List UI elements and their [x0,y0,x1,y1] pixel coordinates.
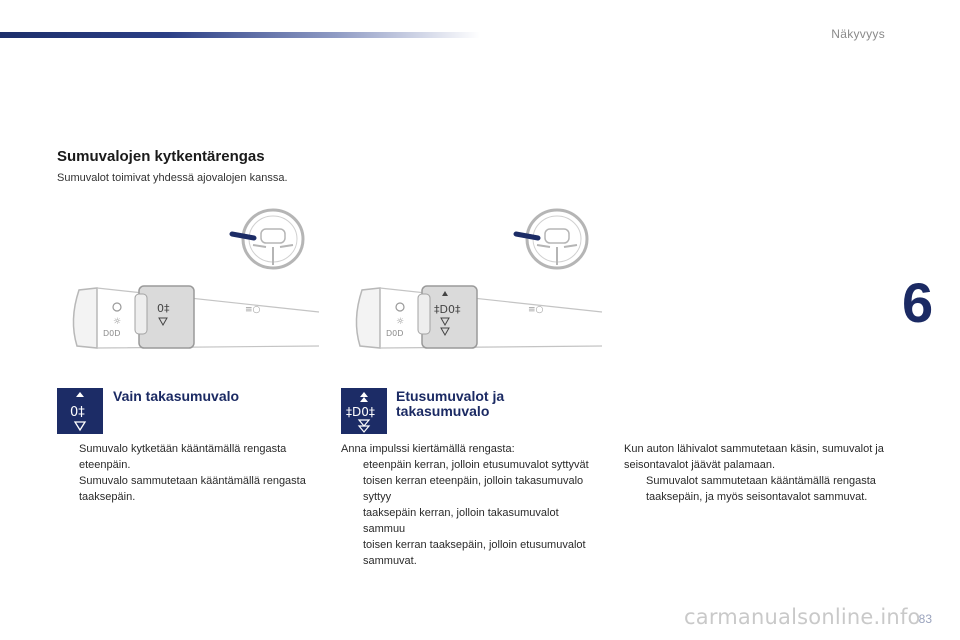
front-rear-fog-instructions [341,441,599,569]
rear-fog-icon [57,388,103,434]
note-intro: Kun auton lähivalot sammutetaan käsin, sumuvalot ja seisontavalot jäävät palamaan. [624,443,884,471]
chapter-title: Näkyvyys [831,27,885,41]
list-item: toisen kerran taaksepäin, jolloin etusumuvalot sammuvat. [363,539,586,567]
svg-text:0‡: 0‡ [157,302,170,315]
section-title: Sumuvalojen kytkentärengas [57,148,265,165]
lights-off-note [624,441,886,505]
svg-text:≡○: ≡○ [245,305,261,315]
page-number: 83 [918,612,932,626]
subsection-title-front-rear-fog: Etusumuvalot ja takasumuvalo [396,388,505,419]
list-item: Sumuvalo sammutetaan kääntämällä rengasta taaksepäin. [79,475,306,503]
light-stalk-illustration-2 [350,282,605,354]
rear-fog-instructions [57,441,319,505]
list-item: Sumuvalo kytketään kääntämällä rengasta eteenpäin. [79,443,287,471]
svg-text:0‡: 0‡ [70,405,85,420]
light-stalk-illustration-1 [67,282,322,354]
list-item: eteenpäin kerran, jolloin etusumuvalot syttyvät [363,459,589,471]
header-gradient-bar [0,32,480,38]
front-rear-fog-icon [341,388,387,434]
svg-text:≡○: ≡○ [528,305,544,315]
chapter-number: 6 [902,271,934,334]
list-item: toisen kerran eteenpäin, jolloin takasumuvalo syttyy [363,475,584,503]
watermark: carmanualsonline.info [684,605,921,629]
instructions-intro: Anna impulssi kiertämällä rengasta: [341,443,515,455]
svg-text:☼: ☼ [396,317,405,327]
svg-text:‡D0‡: ‡D0‡ [346,405,375,419]
svg-text:‡D0‡: ‡D0‡ [434,303,461,316]
svg-text:D0D: D0D [103,329,121,338]
svg-text:☼: ☼ [113,317,122,327]
list-item: taaksepäin kerran, jolloin takasumuvalot sammuu [363,507,559,535]
section-subtitle: Sumuvalot toimivat yhdessä ajovalojen kanssa. [57,172,288,184]
subsection-title-rear-fog: Vain takasumuvalo [113,388,240,404]
steering-wheel-illustration-2 [512,205,592,275]
svg-text:D0D: D0D [386,329,404,338]
steering-wheel-illustration-1 [228,205,308,275]
list-item: Sumuvalot sammutetaan kääntämällä rengasta taaksepäin, ja myös seisontavalot sammuvat. [646,475,876,503]
